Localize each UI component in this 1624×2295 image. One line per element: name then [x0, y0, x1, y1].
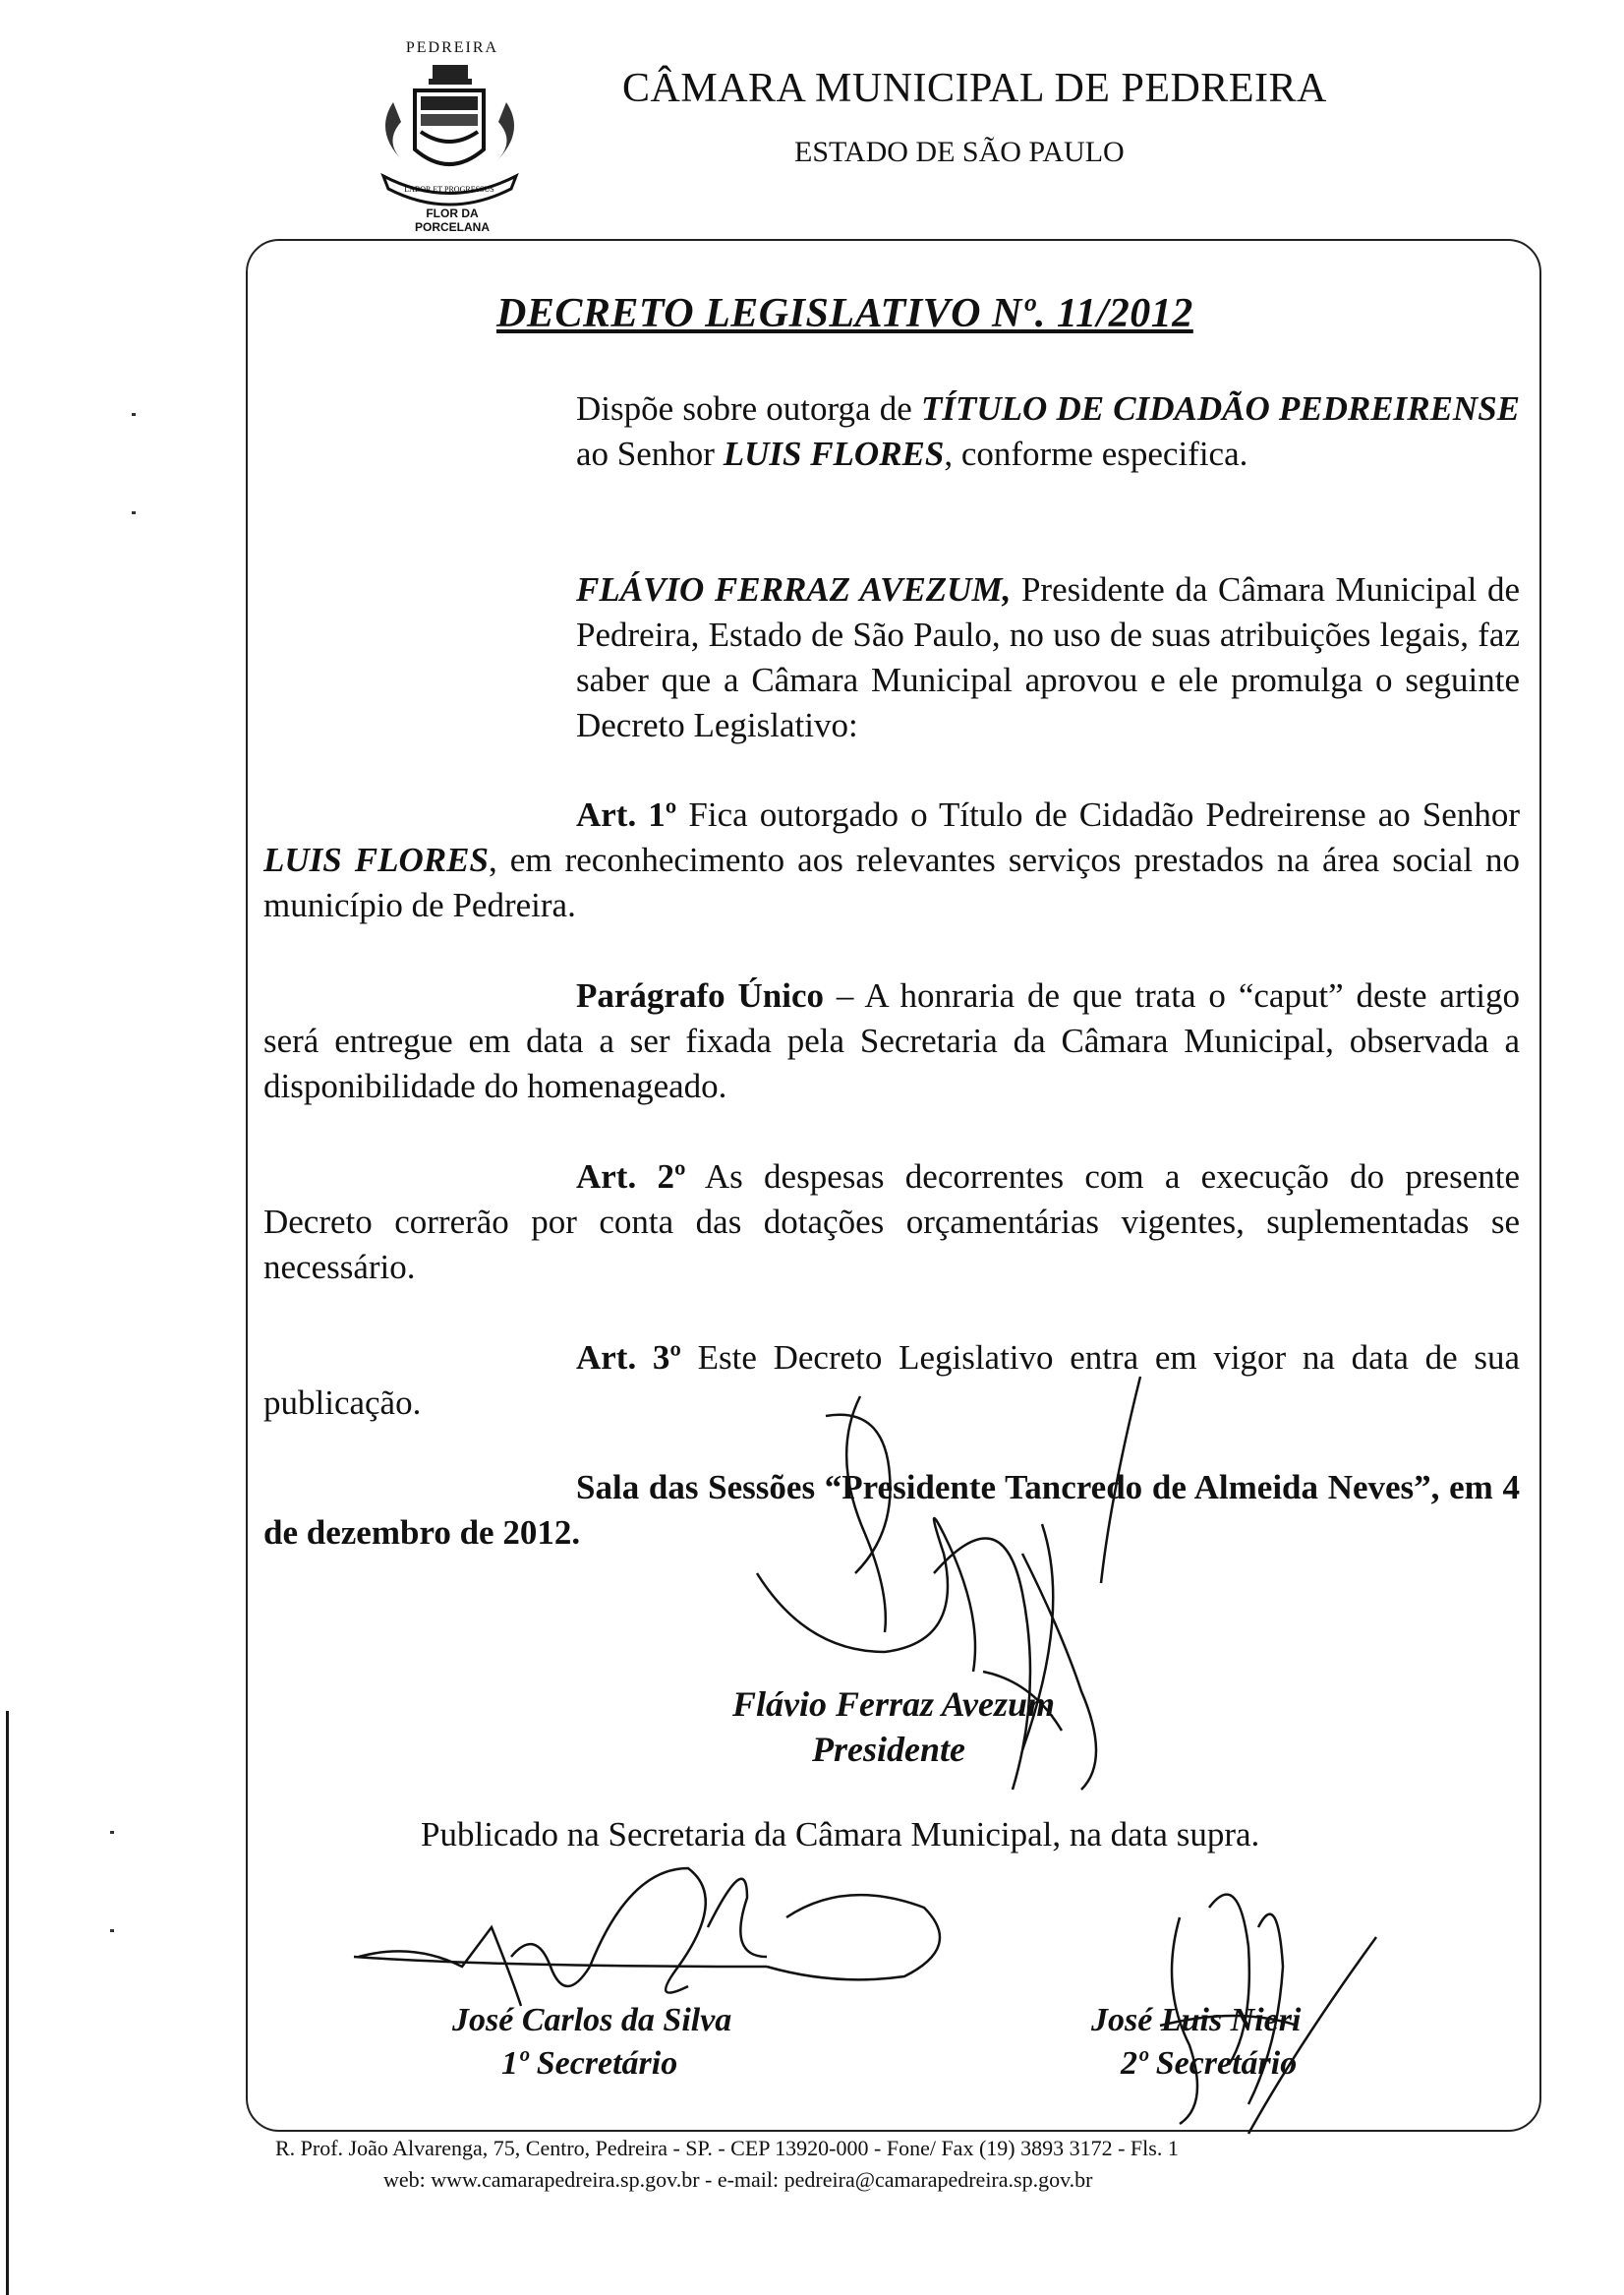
first-secretary-name: José Carlos da Silva: [452, 2002, 732, 2038]
scan-dot: [132, 511, 136, 514]
ementa-title-name: TÍTULO DE CIDADÃO PEDREIRENSE: [920, 389, 1520, 428]
article-2-text: As despesas decorrentes com a execução do presente Decreto correrão por conta das dotações orçamentárias vigentes, suplementadas se necessário.: [263, 1157, 1520, 1286]
sala-das-sessoes: Sala das Sessões “Presidente Tancredo de Almeida Neves”, em 4 de dezembro de 2012.: [263, 1468, 1520, 1552]
scan-edge-line: [6, 1711, 9, 2295]
decree-intro: [576, 567, 1520, 748]
second-secretary-name: José Luis Nieri: [1091, 2002, 1302, 2038]
article-1: [263, 793, 1520, 928]
paragrafo-text: – A honraria de que trata o “caput” deste artigo será entregue em data a ser fixada pela Secretaria da Câmara Municipal, observada a disponibilidade do homenageado.: [263, 976, 1520, 1105]
article-1-honoree: LUIS FLORES: [263, 841, 489, 879]
header-title: CÂMARA MUNICIPAL DE PEDREIRA: [622, 66, 1327, 111]
ementa-text-2: ao Senhor: [576, 435, 724, 473]
paragrafo-unico: [263, 973, 1520, 1109]
scan-dot: [132, 413, 136, 416]
article-2: [263, 1154, 1520, 1290]
article-1-label: Art. 1º: [576, 795, 677, 834]
logo-motto: LABOR ET PROGRESSUS: [404, 185, 494, 194]
president-name: Flávio Ferraz Avezum: [732, 1684, 1056, 1724]
ementa-text-1: Dispõe sobre outorga de: [576, 389, 921, 428]
article-2-label: Art. 2º: [576, 1157, 686, 1196]
published-note: Publicado na Secretaria da Câmara Municipal, na data supra.: [421, 1815, 1260, 1854]
ementa-honoree: LUIS FLORES: [723, 435, 945, 473]
decree-title: DECRETO LEGISLATIVO Nº. 11/2012: [496, 291, 1193, 336]
coat-of-arms-logo: [364, 39, 536, 241]
article-1-text-1: Fica outorgado o Título de Cidadão Pedreirense ao Senhor: [676, 795, 1520, 834]
logo-top-text: PEDREIRA: [405, 39, 499, 56]
footer-web: web: www.camarapedreira.sp.gov.br - e-mail: pedreira@camarapedreira.sp.gov.br: [383, 2167, 1093, 2192]
header-subtitle: ESTADO DE SÃO PAULO: [794, 136, 1125, 168]
logo-bottom-text: [383, 206, 521, 234]
ementa-text-3: , conforme especifica.: [944, 435, 1248, 473]
article-3: [263, 1335, 1520, 1426]
paragrafo-label: Parágrafo Único: [576, 976, 824, 1015]
scan-dot: [110, 1929, 114, 1932]
logo-bottom-line-1: FLOR DA: [426, 206, 479, 220]
coat-of-arms-icon: [364, 63, 536, 210]
president-role: Presidente: [812, 1730, 965, 1769]
logo-bottom-line-2: PORCELANA: [414, 220, 490, 234]
intro-text: Presidente da Câmara Municipal de Pedreira, Estado de São Paulo, no uso de suas atribuições legais, faz saber que a Câmara Municipal aprovou e ele promulga o seguinte Decreto Legislativo:: [576, 570, 1520, 744]
article-1-text-2: , em reconhecimento aos relevantes serviços prestados na área social no município de Pedreira.: [263, 841, 1520, 924]
intro-president-name: FLÁVIO FERRAZ AVEZUM,: [576, 570, 1012, 609]
first-secretary-role: 1º Secretário: [501, 2045, 678, 2082]
second-secretary-role: 2º Secretário: [1121, 2045, 1298, 2082]
decree-ementa: [576, 386, 1520, 477]
footer-address: R. Prof. João Alvarenga, 75, Centro, Pedreira - SP. - CEP 13920-000 - Fone/ Fax (19) 3893 3172 - Fls. 1: [275, 2136, 1179, 2160]
scan-dot: [110, 1831, 114, 1834]
article-3-text: Este Decreto Legislativo entra em vigor na data de sua publicação.: [263, 1338, 1520, 1422]
article-3-label: Art. 3º: [576, 1338, 681, 1377]
